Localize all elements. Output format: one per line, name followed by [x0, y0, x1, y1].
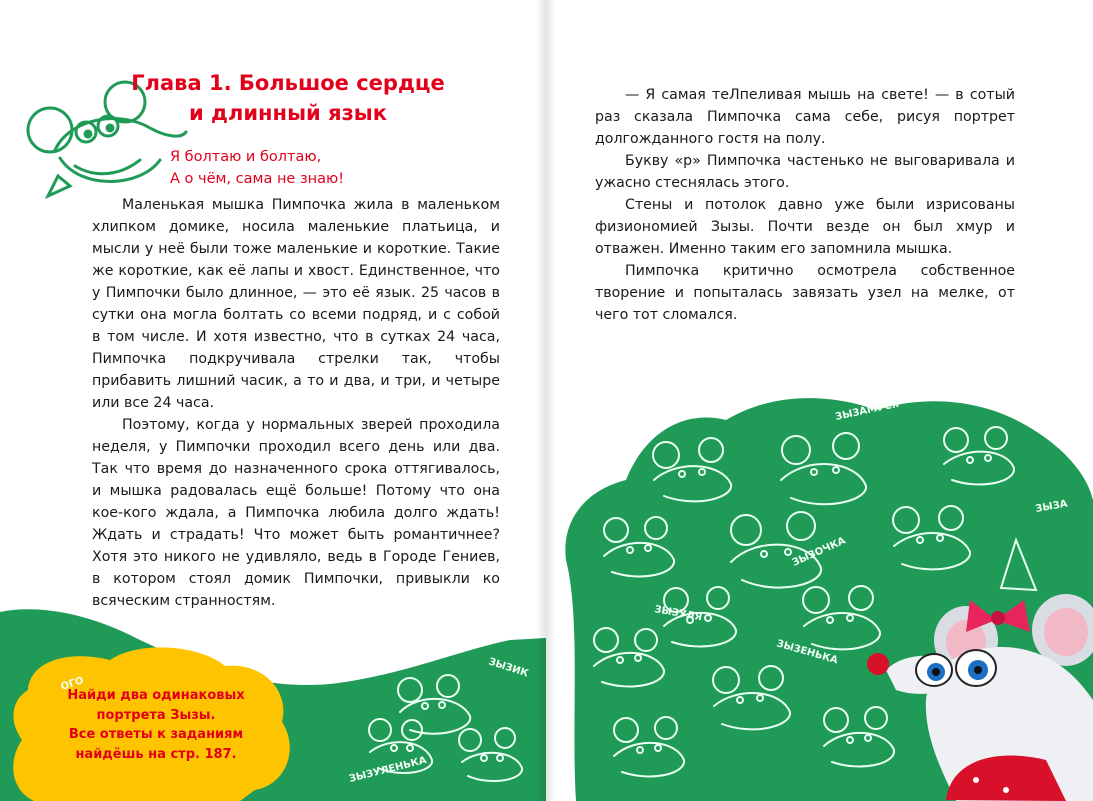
task-line4: найдёшь на стр. 187. [75, 746, 237, 762]
drawing-label-ogo: ОГО [59, 675, 86, 693]
right-page [546, 0, 1093, 801]
drawing-label-zyzulenka: ЗЫЗУЛЕНЬКА [348, 755, 428, 785]
task-line3: Все ответы к заданиям [68, 727, 244, 742]
paragraph: Пимпочка критично осмотрела собственное творение и попыталась завязать узел на мелке, от чего тот сломался. [595, 263, 1015, 323]
drawing-label-zyza: ЗЫЗА [1034, 498, 1069, 515]
left-page [0, 0, 546, 801]
paragraph: Маленькая мышка Пимпочка жила в маленьком хлипком домике, носила маленькие платьица, и мысли у неё были тоже маленькие и короткие. Такие же короткие, как её лапы и хвост. Единственное, что у Пимпочки было длинное, — это её язык. 25 часов в сутки она могла болтать со всеми подряд, и с собой в том числе. И хотя известно, что в сутках 24 часа, Пимпочка подкручивала стрелки так, чтобы прибавить лишний часик, а то и два, и три, и четыре или все 24 часа. [92, 197, 500, 411]
drawing-label-zyzamusya: ЗЫЗАМУСЯ [834, 398, 901, 423]
drawing-label-zyzenka: ЗЫЗЕНЬКА [775, 638, 840, 667]
paragraph: — Я самая теЛпеливая мышь на свете! — в сотый раз сказала Пимпочка сама себе, рисуя портрет долгожданного гостя на полу. [595, 87, 1015, 147]
task-line2: портрета Зызы. [96, 707, 216, 723]
epigraph-line1: Я болтаю и болтаю, [170, 149, 322, 165]
chapter-title-line2: и длинный язык [188, 101, 388, 125]
chapter-title-line1: Глава 1. Большое сердце [131, 71, 445, 95]
task-line1: Найди два одинаковых [67, 688, 245, 703]
paragraph: Букву «р» Пимпочка частенько не выговаривала и ужасно стеснялась этого. [595, 153, 1015, 191]
paragraph: Поэтому, когда у нормальных зверей проходила неделя, у Пимпочки проходил всего день или два. Так что время до назначенного срока оттягивалось, и мышка радовалась ещё больше! Потому что она кое-кого ждала, а Пимпочка любила долго ждать! Ждать и страдать! Что может быть романтичнее? Хотя это никого не удивляло, ведь в Городе Гениев, в котором стоял домик Пимпочки, привыкли ко всяческим странностям. [92, 417, 500, 609]
drawing-label-zyzik: ЗЫЗИК [487, 656, 530, 680]
right-body-text [595, 84, 1015, 326]
left-body-text [92, 194, 500, 612]
drawing-label-zyzulya: ЗЫЗУЛЯ [653, 604, 703, 624]
task-note [50, 686, 262, 764]
paragraph: Стены и потолок давно уже были изрисованы физиономией Зызы. Почти везде он был хмур и отважен. Именно таким его запомнила мышка. [595, 197, 1015, 257]
chapter-title [118, 68, 458, 128]
epigraph-line2: А о чём, сама не знаю! [170, 171, 345, 187]
drawing-label-zyzochka: ЗЫЗОЧКА [790, 535, 848, 569]
epigraph [170, 146, 344, 190]
book-gutter [536, 0, 556, 801]
